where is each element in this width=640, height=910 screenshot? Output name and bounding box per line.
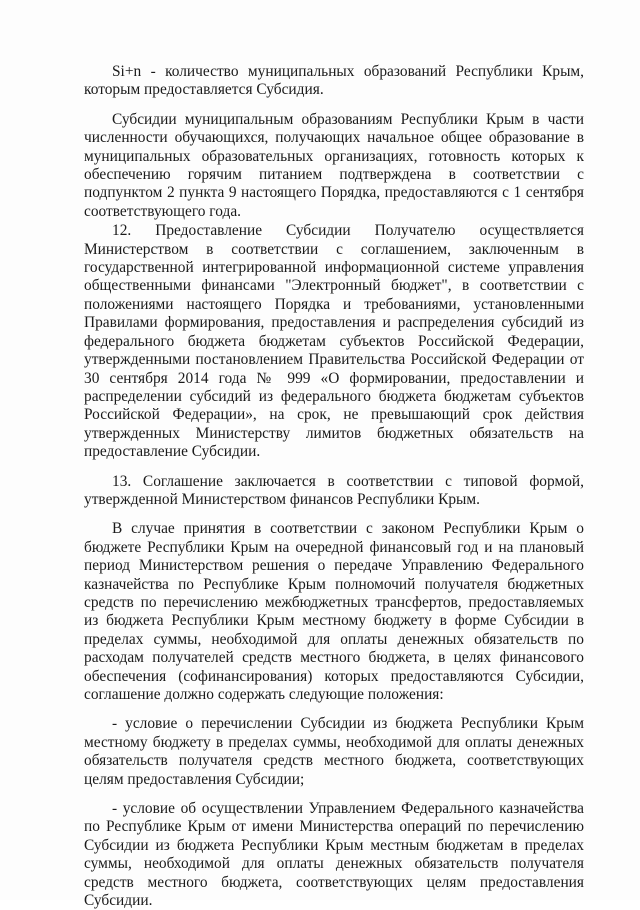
paragraph-treasury-transfer: В случае принятия в соответствии с законом Республики Крым о бюджете Республики Крым на очередной финансовый год и на плановый период Министерством решения о передаче Управлению Федерального казначейства по Республике Крым полномочий получателя бюджетных средств по перечислению межбюджетных трансфертов, предоставляемых из бюджета Республики Крым местному бюджету в форме Субсидии в пределах суммы, необходимой для оплаты денежных обязательств по расходам получателей средств местного бюджета, в целях финансового обеспечения (софинансирования) которых предоставляются Субсидии, соглашение должно содержать следующие положения: bbox=[84, 520, 584, 703]
paragraph-subsidy-primary-education: Субсидии муниципальным образованиям Республики Крым в части численности обучающихся, получающих начальное общее образование в муниципальных образовательных организациях, готовность которых к обеспечению горячим питанием подтверждена в соответствии с подпунктом 2 пункта 9 настоящего Порядка, предоставляются с 1 сентября соответствующего года. bbox=[84, 110, 584, 220]
document-body bbox=[84, 63, 584, 910]
paragraph-condition-transfer: - условие о перечислении Субсидии из бюджета Республики Крым местному бюджету в пределах суммы, необходимой для оплаты денежных обязательств получателя средств местного бюджета, соответствующих целям предоставления Субсидии; bbox=[84, 715, 584, 788]
paragraph-condition-treasury-operations: - условие об осуществлении Управлением Федерального казначейства по Республике Крым от имени Министерства операций по перечислению Субсидии из бюджета Республики Крым местным бюджетам в пределах суммы, необходимой для оплаты денежных обязательств получателя средств местного бюджета, соответствующих целям предоставления Субсидии. bbox=[84, 800, 584, 910]
paragraph-si-n-definition: Si+n - количество муниципальных образований Республики Крым, которым предоставляется Субсидия. bbox=[84, 63, 584, 99]
paragraph-item-12: 12. Предоставление Субсидии Получателю осуществляется Министерством в соответствии с соглашением, заключенным в государственной интегрированной информационной системе управления общественными финансами "Электронный бюджет", в соответствии с положениями настоящего Порядка и требованиями, установленными Правилами формирования, предоставления и распределения субсидий из федерального бюджета бюджетам субъектов Российской Федерации, утвержденными постановлением Правительства Российской Федерации от 30 сентября 2014 года № 999 «О формировании, предоставлении и распределении субсидий из федерального бюджета бюджетам субъектов Российской Федерации», на срок, не превышающий срок действия утвержденных Министерству лимитов бюджетных обязательств на предоставление Субсидии. bbox=[84, 222, 584, 461]
paragraph-item-13: 13. Соглашение заключается в соответствии с типовой формой, утвержденной Министерством финансов Республики Крым. bbox=[84, 472, 584, 508]
